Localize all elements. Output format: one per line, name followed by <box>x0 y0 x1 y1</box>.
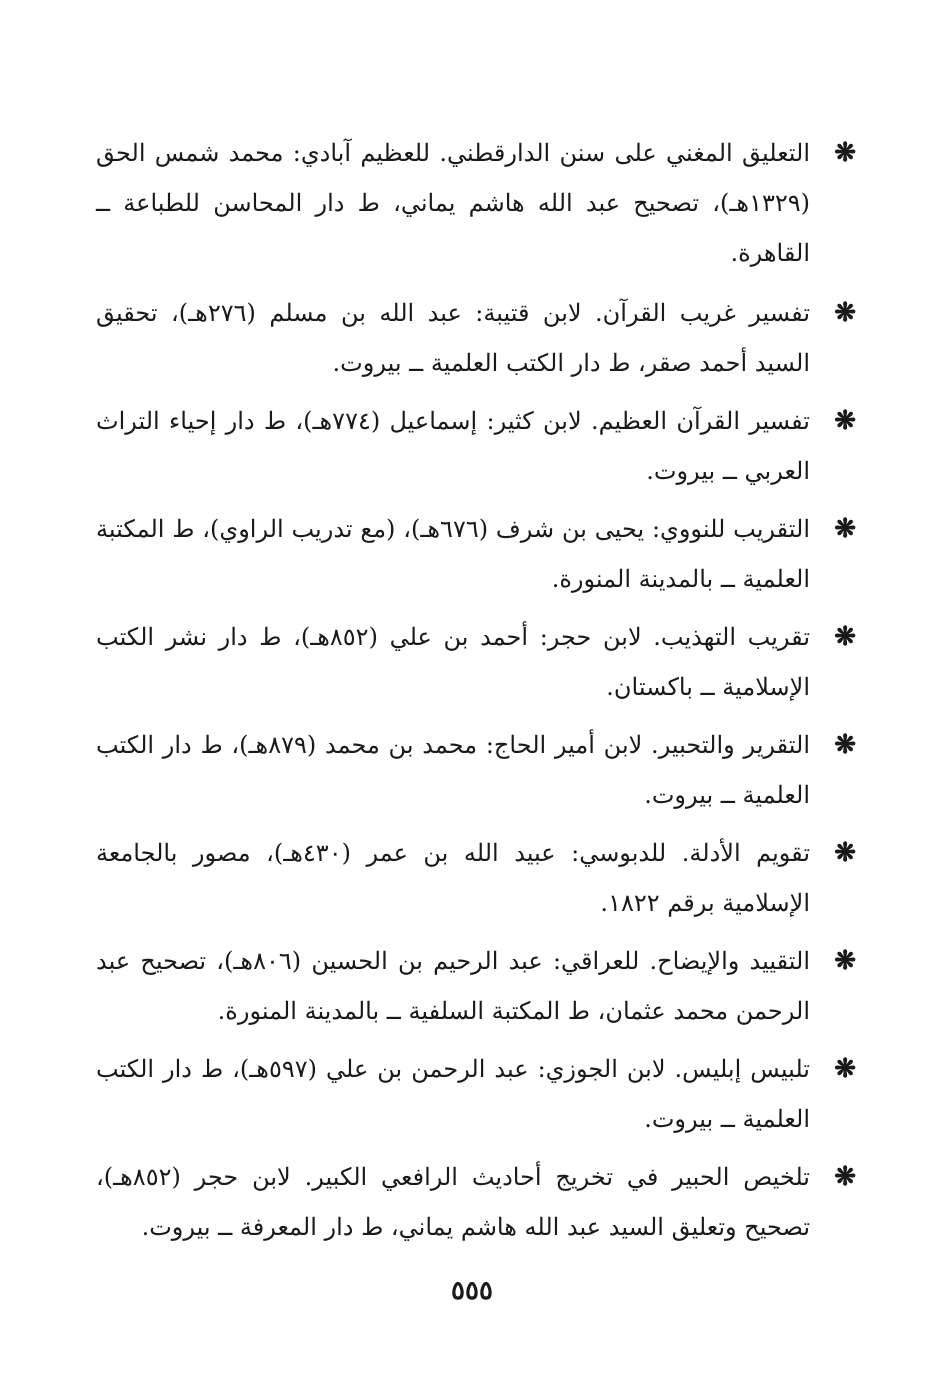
asterisk-bullet-icon: ❋ <box>834 1162 856 1192</box>
entry-text: التقييد والإيضاح. للعراقي: عبد الرحيم بن الحسين (٨٠٦هـ)، تصحيح عبد الرحمن محمد عثمان، ط المكتبة السلفية ــ بالمدينة المنورة. <box>96 947 810 1025</box>
bibliography-entry <box>96 396 856 504</box>
bibliography-entry <box>96 612 856 720</box>
entry-text: التقريب للنووي: يحيى بن شرف (٦٧٦هـ)، (مع تدريب الراوي)، ط المكتبة العلمية ــ بالمدينة المنورة. <box>96 515 810 593</box>
entry-text: التقرير والتحبير. لابن أمير الحاج: محمد بن محمد (٨٧٩هـ)، ط دار الكتب العلمية ــ بيروت. <box>96 731 810 809</box>
bibliography-entry <box>96 1152 856 1260</box>
bibliography-entry <box>96 720 856 828</box>
asterisk-bullet-icon: ❋ <box>834 138 856 168</box>
asterisk-bullet-icon: ❋ <box>834 946 856 976</box>
entry-text: تقويم الأدلة. للدبوسي: عبيد الله بن عمر (٤٣٠هـ)، مصور بالجامعة الإسلامية برقم ١٨٢٢. <box>96 839 811 917</box>
bibliography-entry <box>96 128 856 288</box>
bibliography-entry <box>96 504 856 612</box>
asterisk-bullet-icon: ❋ <box>834 622 856 652</box>
entry-text: التعليق المغني على سنن الدارقطني. للعظيم آبادي: محمد شمس الحق (١٣٢٩هـ)، تصحيح عبد الله هاشم يماني، ط دار المحاسن للطباعة ــ القاهرة. <box>96 139 810 267</box>
entry-text: تقريب التهذيب. لابن حجر: أحمد بن علي (٨٥٢هـ)، ط دار نشر الكتب الإسلامية ــ باكستان. <box>96 623 810 701</box>
entry-text: تفسير غريب القرآن. لابن قتيبة: عبد الله بن مسلم (٢٧٦هـ)، تحقيق السيد أحمد صقر، ط دار الكتب العلمية ــ بيروت. <box>96 299 811 377</box>
asterisk-bullet-icon: ❋ <box>834 514 856 544</box>
asterisk-bullet-icon: ❋ <box>834 298 856 328</box>
asterisk-bullet-icon: ❋ <box>834 730 856 760</box>
bibliography-entry <box>96 936 856 1044</box>
bibliography-entry <box>96 1044 856 1152</box>
entry-text: تلخيص الحبير في تخريج أحاديث الرافعي الكبير. لابن حجر (٨٥٢هـ)، تصحيح وتعليق السيد عبد الله هاشم يماني، ط دار المعرفة ــ بيروت. <box>96 1163 810 1241</box>
bibliography-list <box>96 128 856 1260</box>
asterisk-bullet-icon: ❋ <box>834 406 856 436</box>
bibliography-entry <box>96 828 856 936</box>
asterisk-bullet-icon: ❋ <box>834 1054 856 1084</box>
entry-text: تلبيس إبليس. لابن الجوزي: عبد الرحمن بن علي (٥٩٧هـ)، ط دار الكتب العلمية ــ بيروت. <box>96 1055 810 1133</box>
page-number: ٥٥٥ <box>451 1276 493 1306</box>
bibliography-entry <box>96 288 856 396</box>
entry-text: تفسير القرآن العظيم. لابن كثير: إسماعيل (٧٧٤هـ)، ط دار إحياء التراث العربي ــ بيروت. <box>96 407 810 485</box>
asterisk-bullet-icon: ❋ <box>834 838 856 868</box>
